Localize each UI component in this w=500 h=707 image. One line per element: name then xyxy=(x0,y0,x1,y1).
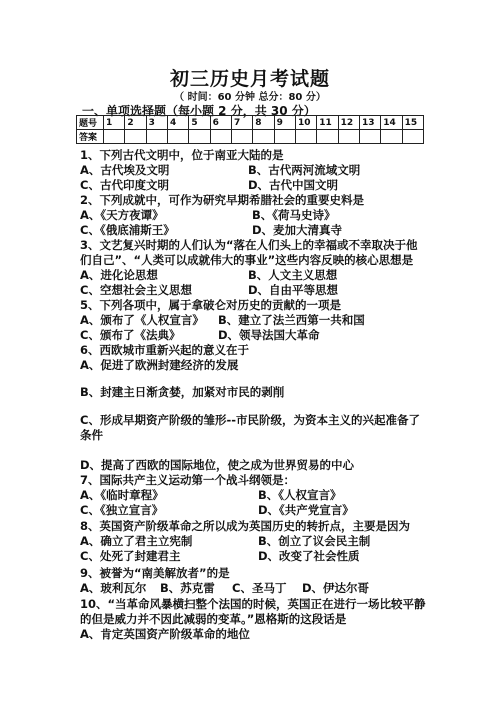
question-8-option-c: C、处死了封建君主 xyxy=(80,549,181,563)
answer-cell[interactable] xyxy=(338,130,359,144)
question-2-option-d: D、麦加大清真寺 xyxy=(252,223,343,237)
question-3-option-c: C、空想社会主义思想 xyxy=(80,283,192,297)
question-number: 2 xyxy=(125,116,146,130)
question-9-option-d: D、伊达尔哥 xyxy=(302,581,370,595)
answer-table-header: 答案 xyxy=(77,130,104,144)
question-6-option-d: D、提高了西欧的国际地位，使之成为世界贸易的中心 xyxy=(80,458,355,472)
question-1-option-c: C、古代印度文明 xyxy=(80,178,169,192)
question-1-stem: 1、下列古代文明中，位于南亚大陆的是 xyxy=(80,148,284,162)
question-5-option-c: C、颁布了《法典》 xyxy=(80,328,181,342)
question-6-stem: 6、西欧城市重新兴起的意义在于 xyxy=(80,343,249,357)
answer-table-number-row xyxy=(77,116,424,130)
question-10-stem-line2: 的但是威力并不因此减弱的变革。”恩格斯的这段话是 xyxy=(80,612,347,626)
answer-cell[interactable] xyxy=(104,130,125,144)
question-6-option-b: B、封建主日渐贪婪，加紧对市民的剥削 xyxy=(80,385,285,399)
question-number: 13 xyxy=(359,116,380,130)
question-7-option-c: C、《独立宣言》 xyxy=(80,503,164,517)
exam-title: 初三历史月考试题 xyxy=(169,68,330,90)
question-3-option-d: D、自由平等思想 xyxy=(248,283,339,297)
answer-cell[interactable] xyxy=(125,130,146,144)
exam-meta: （ 时间：60 分钟 总分：80 分） xyxy=(174,92,326,103)
question-number: 12 xyxy=(338,116,359,130)
answer-cell[interactable] xyxy=(274,130,295,144)
answer-cell[interactable] xyxy=(295,130,316,144)
question-3-option-a: A、进化论思想 xyxy=(80,268,158,282)
question-7-option-b: B、《人权宣言》 xyxy=(258,488,342,502)
question-number: 6 xyxy=(210,116,231,130)
answer-table xyxy=(76,115,424,144)
question-2-stem: 2、下列成就中，可作为研究早期希腊社会的重要史料是 xyxy=(80,193,364,207)
question-5-option-a: A、颁布了《人权宣言》 xyxy=(80,313,204,327)
question-number: 9 xyxy=(274,116,295,130)
question-2-option-c: C、《俄底浦斯王》 xyxy=(80,223,175,237)
question-7-option-d: D、《共产党宣言》 xyxy=(258,503,354,517)
answer-cell[interactable] xyxy=(402,130,423,144)
answer-table-answer-row xyxy=(77,130,424,144)
question-1-option-d: D、古代中国文明 xyxy=(248,178,339,192)
question-3-option-b: B、人文主义思想 xyxy=(248,268,338,282)
answer-cell[interactable] xyxy=(317,130,338,144)
question-6-option-c-line1: C、形成早期资产阶级的雏形--市民阶级，为资本主义的兴起准备了 xyxy=(80,413,420,427)
question-10-option-a: A、肯定英国资产阶级革命的地位 xyxy=(80,627,250,641)
question-8-option-a: A、确立了君主立宪制 xyxy=(80,534,193,548)
question-1-option-a: A、古代埃及文明 xyxy=(80,163,170,177)
answer-table-header: 题号 xyxy=(77,116,104,130)
question-number: 11 xyxy=(317,116,338,130)
question-number: 14 xyxy=(381,116,402,130)
question-5-option-b: B、建立了法兰西第一共和国 xyxy=(218,313,365,327)
answer-cell[interactable] xyxy=(381,130,402,144)
answer-cell[interactable] xyxy=(167,130,188,144)
question-6-option-c-line2: 条件 xyxy=(80,428,103,442)
question-number: 10 xyxy=(295,116,316,130)
question-9-stem: 9、被誉为“南美解放者”的是 xyxy=(80,566,230,580)
question-7-stem: 7、国际共产主义运动第一个战斗纲领是： xyxy=(80,473,295,487)
question-8-stem: 8、英国资产阶级革命之所以成为英国历史的转折点，主要是因为 xyxy=(80,519,410,533)
question-6-option-a: A、促进了欧洲封建经济的发展 xyxy=(80,358,239,372)
answer-cell[interactable] xyxy=(189,130,210,144)
question-number: 15 xyxy=(402,116,423,130)
question-8-option-d: D、改变了社会性质 xyxy=(258,549,360,563)
question-number: 8 xyxy=(253,116,274,130)
question-3-stem-line1: 3、文艺复兴时期的人们认为“落在人们头上的幸福或不幸取决于他 xyxy=(80,238,418,252)
question-9-option-a: A、玻利瓦尔 xyxy=(80,581,147,595)
question-number: 1 xyxy=(104,116,125,130)
question-2-option-b: B、《荷马史诗》 xyxy=(252,208,336,222)
question-9-option-c: C、圣马丁 xyxy=(232,581,287,595)
question-number: 3 xyxy=(146,116,167,130)
question-1-option-b: B、古代两河流域文明 xyxy=(248,163,361,177)
answer-cell[interactable] xyxy=(359,130,380,144)
answer-cell[interactable] xyxy=(210,130,231,144)
answer-cell[interactable] xyxy=(231,130,252,144)
question-8-option-b: B、创立了议会民主制 xyxy=(258,534,371,548)
question-number: 7 xyxy=(231,116,252,130)
question-10-stem-line1: 10、“当革命风暴横扫整个法国的时候，英国正在进行一场比较平静 xyxy=(80,597,426,611)
question-number: 5 xyxy=(189,116,210,130)
question-5-option-d: D、领导法国大革命 xyxy=(218,328,320,342)
question-number: 4 xyxy=(167,116,188,130)
question-2-option-a: A、《天方夜谭》 xyxy=(80,208,164,222)
answer-cell[interactable] xyxy=(253,130,274,144)
question-7-option-a: A、《临时章程》 xyxy=(80,488,164,502)
question-9-option-b: B、苏克雷 xyxy=(160,581,215,595)
question-3-stem-line2: 们自己”、“人类可以成就伟大的事业”这些内容反映的核心思想是 xyxy=(80,253,414,267)
question-5-stem: 5、下列各项中，属于拿破仑对历史的贡献的一项是 xyxy=(80,298,341,312)
section-heading: 一、单项选择题（每小题 2 分，共 30 分） xyxy=(82,104,316,118)
answer-cell[interactable] xyxy=(146,130,167,144)
